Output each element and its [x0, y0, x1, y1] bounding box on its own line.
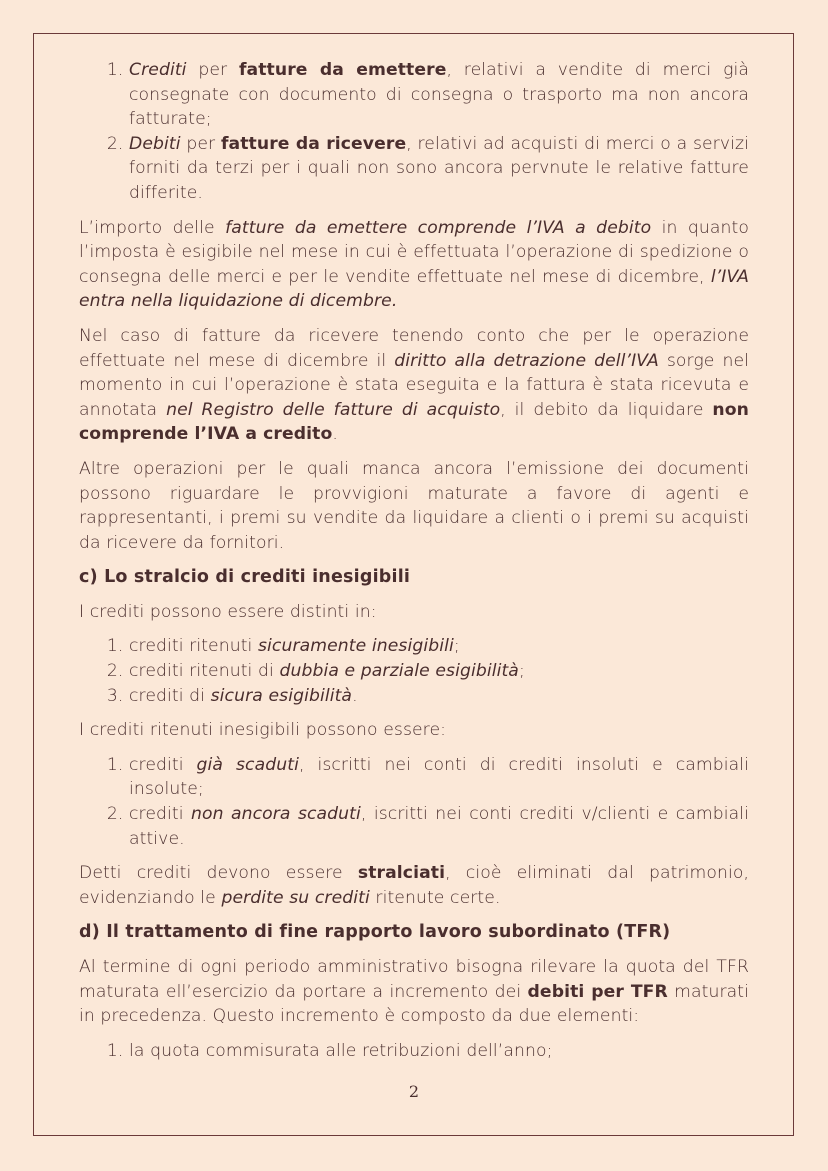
list-item: 3. crediti di sicura esigibilità. — [129, 684, 749, 709]
inesigibili-list — [79, 753, 749, 851]
fatture-list — [79, 58, 749, 206]
list-item: 1. la quota commisurata alle retribuzioni dell’anno; — [129, 1039, 749, 1064]
list-item: 2. Debiti per fatture da ricevere, relativi ad acquisti di merci o a servizi forniti da terzi per i quali non sono ancora pervnute le relative fatture differite. — [129, 132, 749, 206]
list-item: 1. crediti ritenuti sicuramente inesigibili; — [129, 634, 749, 659]
list-item: 2. crediti non ancora scaduti, iscritti nei conti crediti v/clienti e cambiali attive. — [129, 802, 749, 851]
document-body — [79, 58, 749, 1073]
paragraph-tfr: Al termine di ogni periodo amministrativo bisogna rilevare la quota del TFR maturata ell’esercizio da portare a incremento dei debiti per TFR maturati in precedenza. Questo incremento è composto da due elementi: — [79, 957, 749, 1027]
tfr-list — [79, 1039, 749, 1064]
paragraph-crediti-inesigibili: I crediti ritenuti inesigibili possono essere: — [79, 720, 447, 741]
list-item: 2. crediti ritenuti di dubbia e parziale esigibilità; — [129, 659, 749, 684]
page-number: 2 — [408, 1082, 420, 1101]
list-item: 1. Crediti per fatture da emettere, relativi a vendite di merci già consegnate con documento di consegna o trasporto ma non ancora fatturate; — [129, 58, 749, 132]
paragraph-importo: L’importo delle fatture da emettere comprende l’IVA a debito in quanto l’imposta è esigibile nel mese in cui è effettuata l’operazione di spedizione o consegna delle merci e per le vendite effettuate nel mese di dicembre, l’IVA entra nella liquidazione di dicembre. — [79, 217, 749, 312]
paragraph-crediti-distinti: I crediti possono essere distinti in: — [79, 601, 377, 622]
paragraph-stralciati: Detti crediti devono essere stralciati, cioè eliminati dal patrimonio, evidenziando le perdite su crediti ritenute certe. — [79, 863, 750, 908]
paragraph-altre-operazioni: Altre operazioni per le quali manca ancora l’emissione dei documenti possono riguardare le provvigioni maturate a favore di agenti e rappresentanti, i premi su vendite da liquidare a clienti o i premi su acquisti da ricevere da fornitori. — [79, 458, 749, 553]
crediti-list — [79, 634, 749, 708]
section-heading-c: c) Lo stralcio di crediti inesigibili — [79, 567, 411, 588]
section-heading-d: d) Il trattamento di fine rapporto lavoro subordinato (TFR) — [79, 922, 671, 943]
list-item: 1. crediti già scaduti, iscritti nei conti di crediti insoluti e cambiali insolute; — [129, 753, 749, 802]
paragraph-fatture-ricevere: Nel caso di fatture da ricevere tenendo conto che per le operazione effettuate nel mese di dicembre il diritto alla detrazione dell’IVA sorge nel momento in cui l’operazione è stata eseguita e la fattura è stata ricevuta e annotata nel Registro delle fatture di acquisto, il debito da liquidare non comprende l’IVA a credito. — [79, 325, 749, 445]
